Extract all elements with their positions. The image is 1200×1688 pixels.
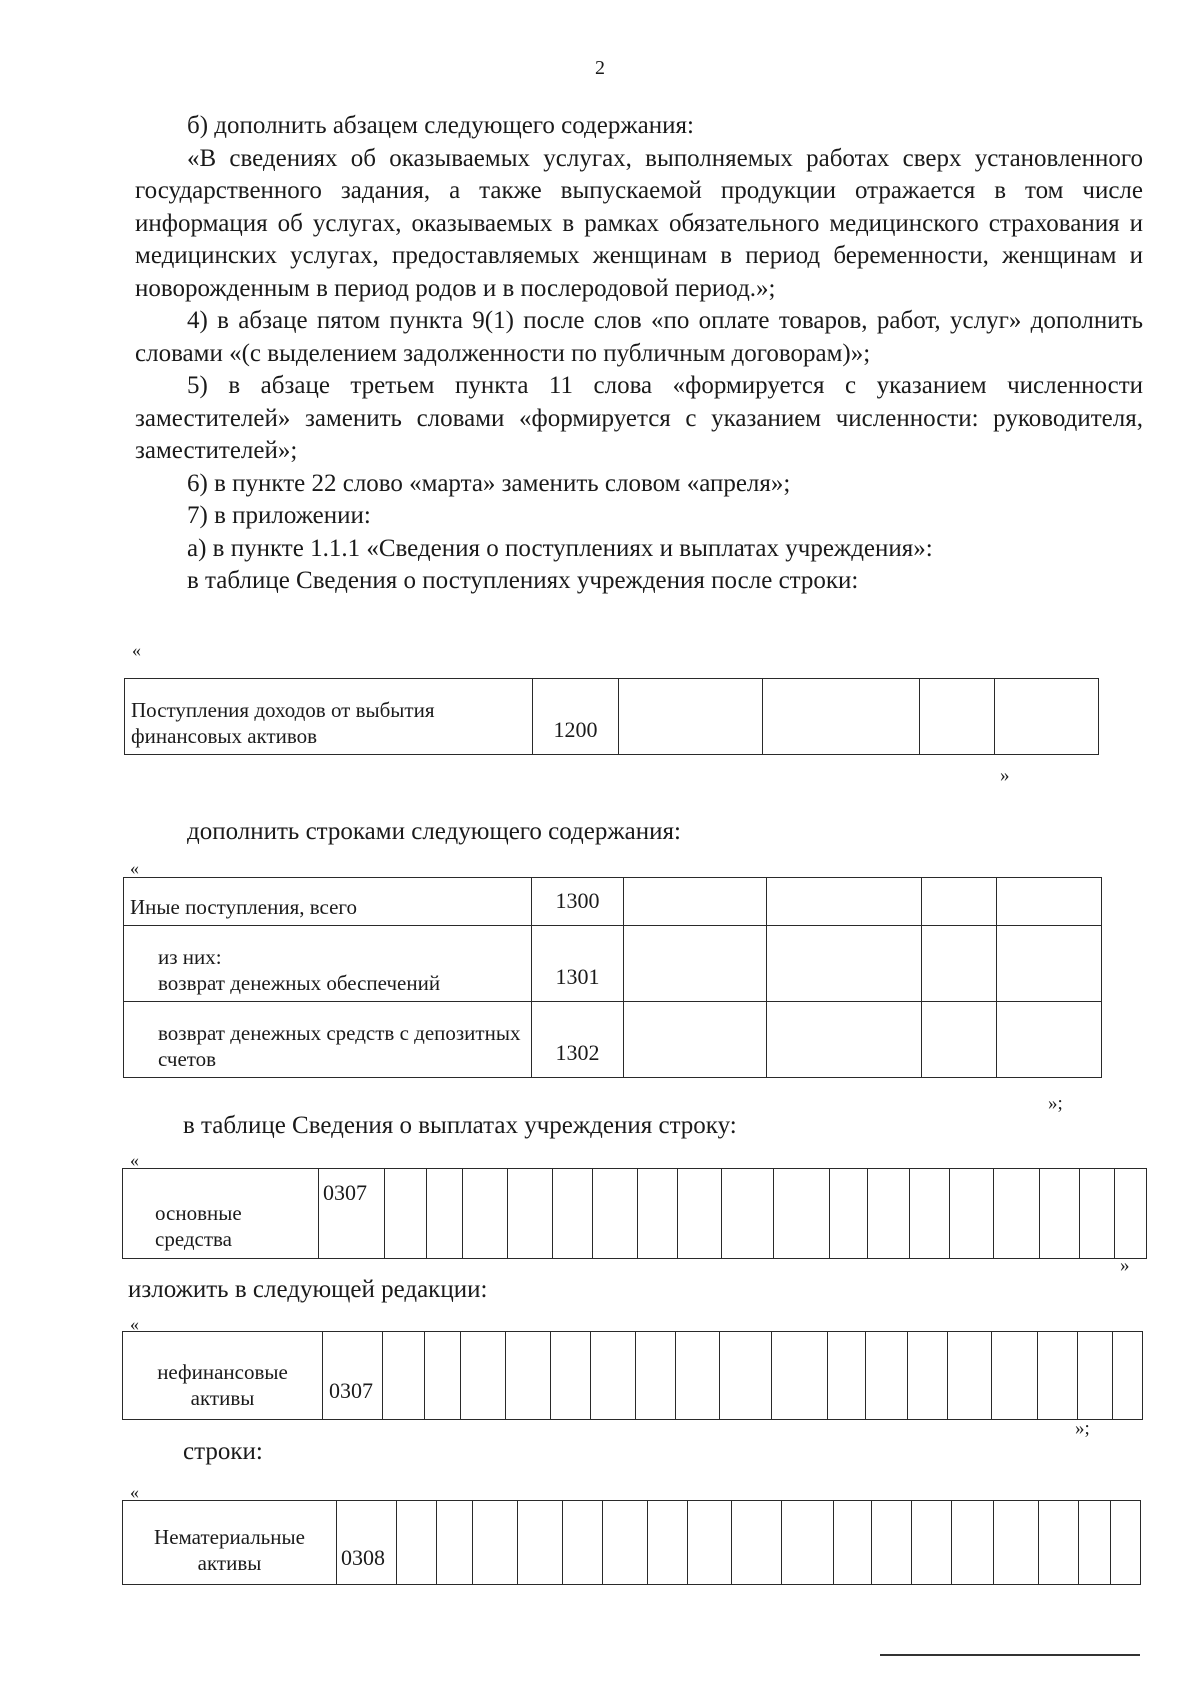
empty-cell: [834, 1501, 872, 1585]
empty-cell: [763, 679, 920, 755]
empty-cell: [619, 679, 763, 755]
income-table-before: [124, 678, 1099, 755]
empty-cell: [872, 1501, 912, 1585]
page-number: 2: [595, 57, 605, 79]
empty-cell: [593, 1169, 638, 1259]
empty-cell: [473, 1501, 518, 1585]
table-row: [123, 1169, 1147, 1259]
payments-table-old-row: [122, 1168, 1147, 1259]
empty-cell: [518, 1501, 563, 1585]
signature-line: [880, 1654, 1140, 1656]
empty-cell: [563, 1501, 603, 1585]
empty-cell: [508, 1169, 553, 1259]
row-code: 1200: [533, 679, 619, 755]
paragraph: 6) в пункте 22 слово «марта» заменить словом «апреля»;: [187, 469, 791, 497]
empty-cell: [678, 1169, 722, 1259]
empty-cell: [591, 1332, 636, 1420]
empty-cell: [688, 1501, 732, 1585]
row-code: 1300: [532, 878, 624, 926]
empty-cell: [397, 1501, 437, 1585]
empty-cell: [912, 1501, 952, 1585]
empty-cell: [828, 1332, 866, 1420]
empty-cell: [950, 1169, 994, 1259]
table-row: [124, 1002, 1102, 1078]
empty-cell: [385, 1169, 427, 1259]
empty-cell: [437, 1501, 473, 1585]
paragraph: в таблице Сведения о поступлениях учреждения после строки:: [187, 567, 859, 594]
quote-close: »;: [1075, 1418, 1090, 1439]
empty-cell: [425, 1332, 461, 1420]
empty-cell: [922, 926, 997, 1002]
quote-close: »: [1120, 1255, 1130, 1276]
empty-cell: [994, 1169, 1040, 1259]
income-table-added-rows: [123, 877, 1102, 1078]
quote-open: «: [130, 1314, 139, 1334]
quote-open: «: [130, 1150, 139, 1170]
empty-cell: [648, 1501, 688, 1585]
row-label: Поступления доходов от выбытия финансовых активов: [125, 679, 533, 755]
quote-close: »;: [1048, 1093, 1063, 1114]
empty-cell: [1078, 1332, 1113, 1420]
empty-cell: [722, 1169, 774, 1259]
empty-cell: [767, 1002, 922, 1078]
empty-cell: [868, 1169, 910, 1259]
row-label: основные средства: [123, 1169, 319, 1259]
empty-cell: [506, 1332, 551, 1420]
empty-cell: [1039, 1501, 1079, 1585]
empty-cell: [553, 1169, 593, 1259]
quote-open: «: [130, 1482, 139, 1502]
empty-cell: [782, 1501, 834, 1585]
payments-table-new-row: [122, 1331, 1143, 1420]
row-label: Нематериальные активы: [123, 1501, 337, 1585]
empty-cell: [772, 1332, 828, 1420]
row-label: нефинансовые активы: [123, 1332, 323, 1420]
paragraph: 5) в абзаце третьем пункта 11 слова «формируется с указанием численности заместителей» заменить словами «формируется с указанием численности: руководителя, заместителей»;: [135, 372, 1143, 464]
empty-cell: [720, 1332, 772, 1420]
caption-new-edition: изложить в следующей редакции:: [128, 1276, 488, 1303]
empty-cell: [636, 1332, 676, 1420]
paragraph: а) в пункте 1.1.1 «Сведения о поступлениях и выплатах учреждения»:: [187, 534, 933, 562]
row-label: Иные поступления, всего: [124, 878, 532, 926]
empty-cell: [767, 878, 922, 926]
row-label: возврат денежных обеспечений: [158, 971, 441, 995]
row-code: 1301: [532, 926, 624, 1002]
empty-cell: [866, 1332, 908, 1420]
empty-cell: [774, 1169, 830, 1259]
empty-cell: [461, 1332, 506, 1420]
row-label-cell: [124, 926, 532, 1002]
empty-cell: [1113, 1332, 1143, 1420]
empty-cell: [463, 1169, 508, 1259]
empty-cell: [992, 1332, 1038, 1420]
paragraph: «В сведениях об оказываемых услугах, выполняемых работах сверх установленного государственного задания, а также выпускаемой продукции отражается в том числе информация об услугах, оказываемых в рамках обязательного медицинского страхования и медицинских услугах, предоставляемых женщинам в период беременности, женщинам и новорожденным в период родов и в послеродовой период.»;: [135, 144, 1143, 302]
empty-cell: [908, 1332, 948, 1420]
table-row: [123, 1332, 1143, 1420]
empty-cell: [1080, 1169, 1115, 1259]
empty-cell: [830, 1169, 868, 1259]
body-text: [135, 110, 1143, 598]
empty-cell: [995, 679, 1099, 755]
empty-cell: [383, 1332, 425, 1420]
empty-cell: [920, 679, 995, 755]
table-row: [124, 926, 1102, 1002]
table-row: [123, 1501, 1141, 1585]
empty-cell: [638, 1169, 678, 1259]
empty-cell: [997, 1002, 1102, 1078]
empty-cell: [948, 1332, 992, 1420]
row-label: возврат денежных средств с депозитных счетов: [124, 1002, 532, 1078]
row-sublabel: из них:: [158, 945, 222, 969]
empty-cell: [922, 878, 997, 926]
empty-cell: [624, 878, 767, 926]
caption-payments: в таблице Сведения о выплатах учреждения строку:: [183, 1112, 737, 1139]
row-code: 0308: [337, 1501, 397, 1585]
empty-cell: [676, 1332, 720, 1420]
row-code: 0307: [323, 1332, 383, 1420]
paragraph: 7) в приложении:: [187, 502, 371, 529]
empty-cell: [922, 1002, 997, 1078]
table-row: [124, 878, 1102, 926]
table-row: [125, 679, 1099, 755]
empty-cell: [427, 1169, 463, 1259]
caption-add-rows: дополнить строками следующего содержания:: [187, 818, 681, 845]
empty-cell: [1040, 1169, 1080, 1259]
quote-close: »: [1000, 765, 1010, 786]
empty-cell: [997, 878, 1102, 926]
empty-cell: [994, 1501, 1039, 1585]
empty-cell: [1111, 1501, 1141, 1585]
caption-rows: строки:: [183, 1438, 263, 1465]
paragraph: б) дополнить абзацем следующего содержания:: [187, 112, 694, 139]
empty-cell: [624, 926, 767, 1002]
empty-cell: [1115, 1169, 1147, 1259]
empty-cell: [624, 1002, 767, 1078]
empty-cell: [732, 1501, 782, 1585]
empty-cell: [952, 1501, 994, 1585]
empty-cell: [603, 1501, 648, 1585]
empty-cell: [551, 1332, 591, 1420]
quote-open: «: [130, 858, 139, 878]
paragraph: 4) в абзаце пятом пункта 9(1) после слов «по оплате товаров, работ, услуг» дополнить словами «(с выделением задолженности по публичным договорам)»;: [135, 307, 1143, 367]
payments-table-rows: [122, 1500, 1141, 1585]
empty-cell: [767, 926, 922, 1002]
empty-cell: [910, 1169, 950, 1259]
row-code: 0307: [319, 1169, 385, 1259]
empty-cell: [1079, 1501, 1111, 1585]
row-code: 1302: [532, 1002, 624, 1078]
empty-cell: [1038, 1332, 1078, 1420]
quote-open: «: [132, 640, 141, 660]
empty-cell: [997, 926, 1102, 1002]
